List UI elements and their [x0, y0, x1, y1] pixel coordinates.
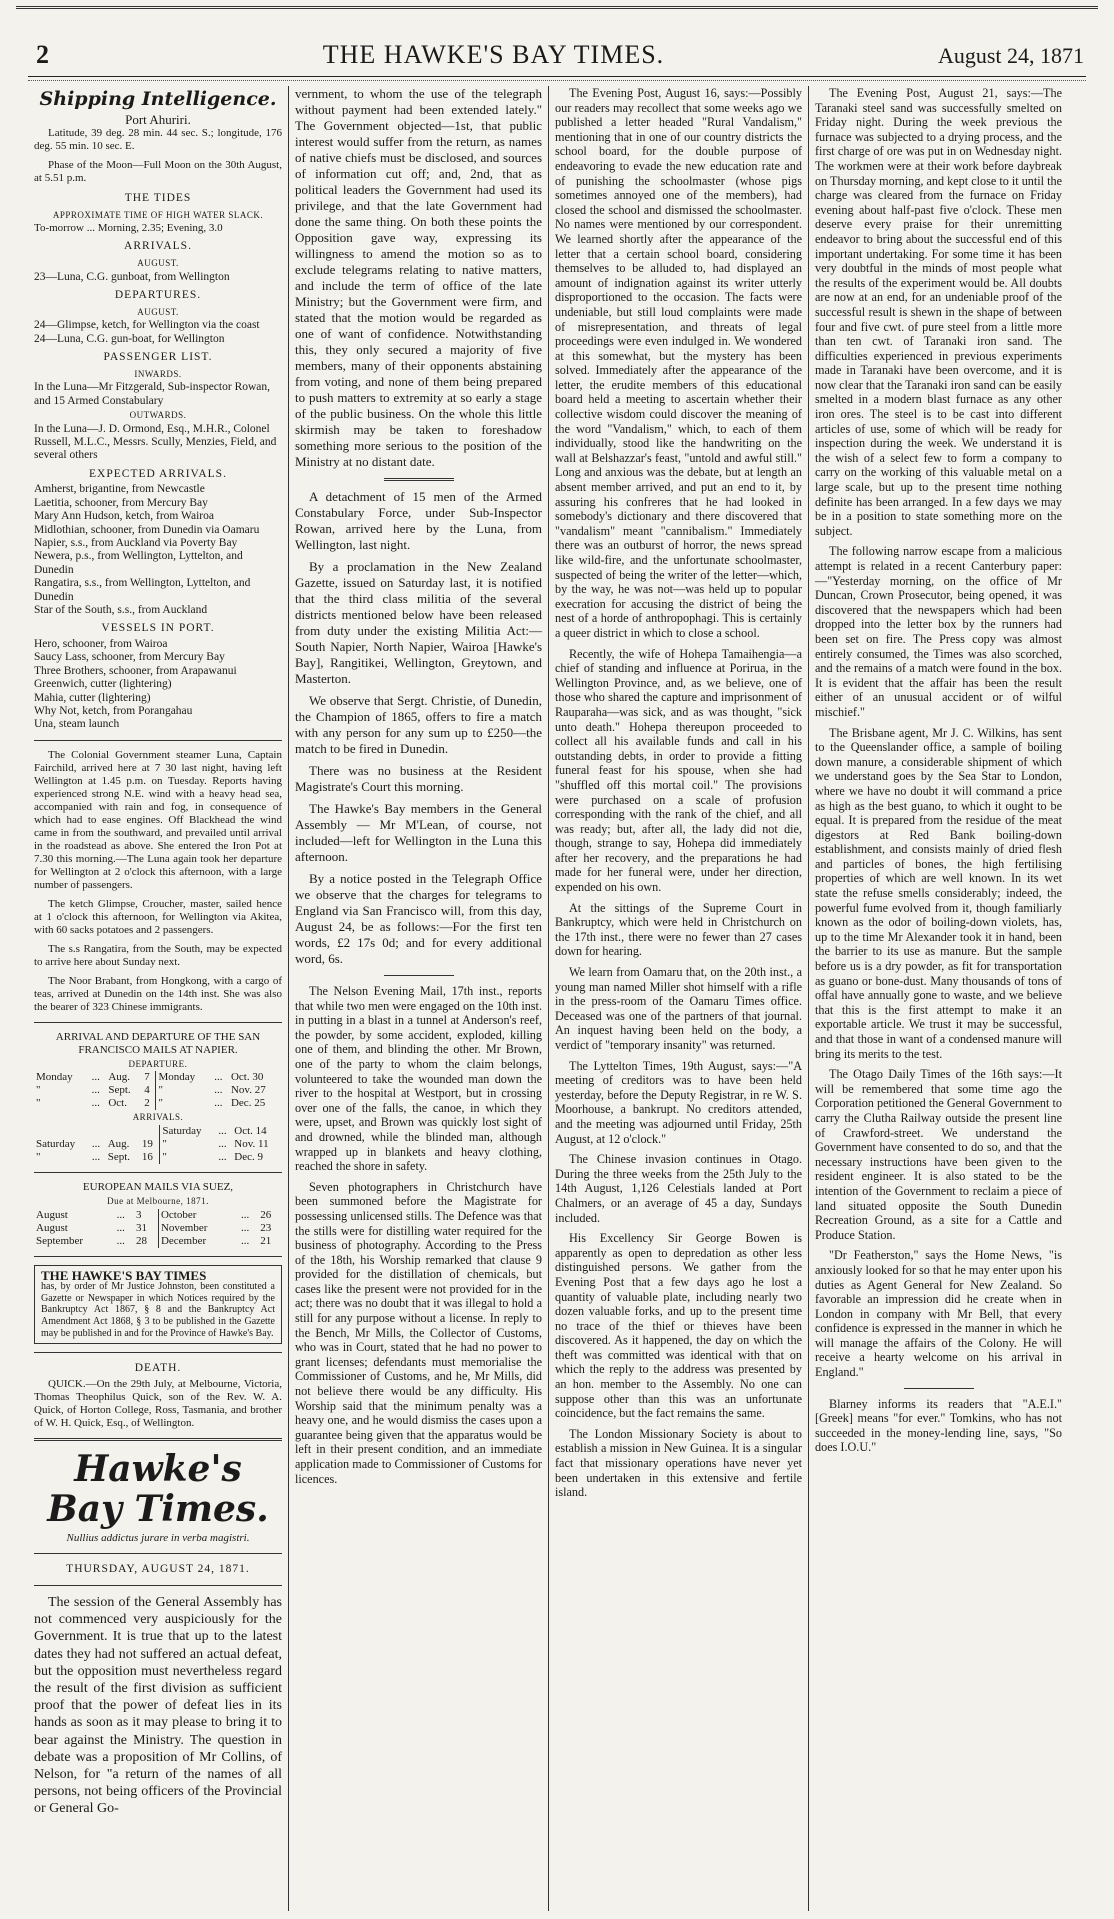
column-1	[28, 86, 288, 1911]
table-cell: November	[158, 1222, 238, 1235]
expected-arrivals-heading: EXPECTED ARRIVALS.	[89, 467, 227, 480]
table-cell: ...	[218, 1125, 227, 1138]
expected-arrival: Laetitia, schooner, from Mercury Bay	[34, 496, 208, 509]
table-cell: Sept.	[108, 1084, 131, 1097]
suez-mails-table	[34, 1209, 282, 1248]
table-cell: ...	[240, 1221, 250, 1234]
news-paragraph: The following narrow escape from a malicious attempt is related in a recent Canterbury paper:—"Yesterday morning, on the office of Mr Duncan, Crown Prosecutor, being opened, it was discovered that the newspapers which had been dropped into the letter box by the runners had been set on fire. The Press copy was almost entirely consumed, the Times was also scorched, and the remains of a match were found in the box. It is evident that the affair has been the result either of an unusual accident or of wilful mischief."	[815, 544, 1062, 719]
editorial-continued: vernment, to whom the use of the telegraph without payment had been extended lately." The Government objected—1st, that public interest would suffer from the return, as names of native chiefs must be disclosed, and sources of information cut off; and, 2nd, that as political leaders the Government had used its privilege, and that the late Government had done the same thing. On both these points the Opposition gave way, expressing its willingness to amend the motion so as to exclude telegrams relating to native matters, and include the term of office of the late Ministry; but the Government were firm, and stated that the motion would be regarded as one of want of confidence. Notwithstanding this, they only secured a majority of five members, many of their opponents abstaining from voting, and none of them being prepared to push matters to extremity at so early a stage of the public business. On the whole this little skirmish may be taken to foreshadow something more serious to the position of the Ministry at no distant date.	[295, 86, 542, 469]
table-cell: December	[158, 1235, 238, 1248]
expected-arrival: Midlothian, schooner, from Dunedin via Oamaru	[34, 523, 260, 536]
table-cell: "	[156, 1084, 212, 1097]
death-heading: DEATH.	[134, 1362, 182, 1375]
news-paragraph: "Dr Featherston," says the Home News, "is anxiously looked for so that he may enter upon his duties as Agent General for New Zealand. So favorable an impression did he create when in London in company with Mr Bell, that every confidence is expressed in the manner in which he will manage the affairs of the Colony. He will receive a hearty welcome on his arrival in England."	[815, 1248, 1062, 1380]
news-paragraph: We observe that Sergt. Christie, of Dunedin, the Champion of 1865, offers to fire a match with any person for any sum up to £250—the match to be fired in Dunedin.	[295, 693, 542, 756]
news-paragraph: A detachment of 15 men of the Armed Constabulary Force, under Sub-Inspector Rowan, arrived here by the Luna, from Wellington, last night.	[295, 489, 542, 552]
expected-arrival: Mary Ann Hudson, ketch, from Wairoa	[34, 510, 214, 523]
vessel-entry: Hero, schooner, from Wairoa	[34, 638, 168, 651]
divider	[34, 1022, 282, 1023]
masthead	[36, 40, 1084, 70]
paper-motto: Nullius addictus jurare in verba magistri.	[66, 1531, 250, 1544]
table-cell: 26	[260, 1208, 272, 1221]
arrivals-month: AUGUST.	[137, 257, 179, 268]
column-4	[808, 86, 1068, 1911]
inwards-heading: INWARDS.	[134, 368, 182, 379]
news-paragraph: By a proclamation in the New Zealand Gazette, issued on Saturday last, it is notified that the third class militia of the several districts mentioned below have been released from duty under the existing Militia Act:—South Napier, North Napier, Wairoa [Hawke's Bay], Rangitikei, Wellington, Greytown, and Masterton.	[295, 559, 542, 686]
table-cell: Sept.	[107, 1151, 131, 1164]
shipping-news-paragraph: The Noor Brabant, from Hongkong, with a cargo of teas, arrived at Dunedin on the 14th inst. She was also the bearer of 323 Chinese immigrants.	[34, 974, 282, 1013]
table-cell: ...	[214, 1097, 223, 1110]
expected-arrival: Rangatira, s.s., from Wellington, Lyttelton, and Dunedin	[34, 577, 251, 603]
news-paragraph: The Evening Post, August 16, says:—Possibly our readers may recollect that some weeks ago we published a letter headed "Rural Vandalism," mentioning that in one of our country districts the school board, for the double purpose of endeavoring to evade the new education rate and of punishing the schoolmaster (whose pigs sometimes annoyed one of the members), had closed the school and dismissed the schoolmaster. No names were mentioned by our correspondent. We learned shortly after the appearance of the letter that a certain school board, considering themselves to be alluded to, had displayed an amount of indignation against its writer utterly disproportioned to the occasion. The facts were undeniable, but still loud complaints were made of misrepresentation, and threats of legal proceedings were even indulged in. We wondered at this somewhat, but the mystery has been solved. Immediately after the appearance of the letter, the erudite members of this educational board held a meeting to ascertain whether their collective wisdom could discover the meaning of the word "Vandalism," which, to each of them individually, stood like the handwriting on the wall at Belshazzar's feast, "untold and awful still." Long and anxious was the debate, but at length an absent member arrived, and put an end to it, by assuring his confreres that he had looked in somebody's dictionary and there discovered that "vandalism" meant "cannibalism." Immediately there was an outburst of horror, the news spread like wild-fire, and the unfortunate schoolmaster, suspected of being the writer of the letter—which, by the way, he was not—was held up to popular execration for accusing the district of being the nest of a horde of anthropophagi. This is certainly a queer district in which to close a school.	[555, 86, 802, 640]
shipping-news-paragraph: The s.s Rangatira, from the South, may be expected to arrive here about Sunday next.	[34, 942, 282, 968]
table-cell: 2	[144, 1097, 150, 1110]
editorial-dateline: THURSDAY, AUGUST 24, 1871.	[66, 1563, 250, 1576]
page-number: 2	[36, 40, 49, 69]
outwards-heading: OUTWARDS.	[129, 409, 187, 420]
divider	[34, 1553, 282, 1554]
mails-arrivals-label: ARRIVALS.	[132, 1112, 184, 1123]
news-paragraph: The Nelson Evening Mail, 17th inst., reports that while two men were engaged on the 10th inst. in putting in a blast in a tunnel at Anderson's reef, the powder, by some accident, exploded, killing one of them, and blinding the other. Mr Brown, one of the party to whom the claim belongs, volunteered to take the wounded man down the river to the hospital at Westport, but in crossing over one of the falls, the canoe, in which they were, upset, and Brown was quickly lost sight of and drowned, while the blinded man, although wrapped up in blankets and heavy clothing, reached the shore in safety.	[295, 984, 542, 1174]
table-cell: ...	[240, 1234, 250, 1247]
table-cell: ...	[116, 1221, 125, 1234]
expected-arrival: Star of the South, s.s., from Auckland	[34, 604, 208, 617]
column-3	[548, 86, 808, 1911]
tides-heading: THE TIDES	[124, 192, 192, 205]
table-row	[34, 1222, 282, 1235]
departure-entry: 24—Luna, C.G. gun-boat, for Wellington	[34, 332, 225, 345]
table-cell: ...	[240, 1208, 250, 1221]
table-cell	[90, 1125, 106, 1138]
table-row	[34, 1235, 282, 1248]
table-cell: ...	[218, 1151, 227, 1164]
moon-phase: Phase of the Moon—Full Moon on the 30th August, at 5.51 p.m.	[34, 159, 282, 185]
news-paragraph: The Lyttelton Times, 19th August, says:—"A meeting of creditors was to have been held yesterday, before the Deputy Registrar, in re W. S. Moorhouse, a bankrupt. No creditors attended, and the meeting was adjourned until Friday, 25th August, at 12 o'clock."	[555, 1058, 802, 1146]
table-row	[34, 1209, 282, 1222]
table-cell: August	[36, 1208, 68, 1221]
port-name: Port Ahuriri.	[125, 111, 191, 127]
news-paragraph: The Otago Daily Times of the 16th says:—It will be remembered that some time ago the Corporation petitioned the General Government to carry the Clutha Railway outside the present line of Crawford-street. We understand the Government have consented to do so, and that the necessary instructions have been given to the resident engineer. It is also stated to be the intention of the Government to reclaim a piece of land situated opposite the South Dunedin Recreation Ground, as a site for a Cattle and Produce Station.	[815, 1067, 1062, 1242]
table-cell: Monday	[36, 1071, 73, 1084]
vessel-entry: Why Not, ketch, from Porangahau	[34, 705, 193, 718]
table-cell: Oct. 14	[234, 1125, 267, 1138]
shipping-news-paragraph: The ketch Glimpse, Croucher, master, sailed hence at 1 o'clock this afternoon, for Wellington via Akitea, with 60 sacks potatoes and 2 passengers.	[34, 897, 282, 936]
table-cell: Nov. 11	[234, 1138, 269, 1151]
table-cell: Aug.	[107, 1138, 130, 1151]
table-cell: "	[36, 1097, 41, 1110]
table-cell: "	[36, 1151, 41, 1164]
table-cell: Dec. 25	[230, 1097, 266, 1110]
news-paragraph: Seven photographers in Christchurch have been summoned before the Magistrate for possessing unlicensed stills. The Defence was that the stills were for distilling water required for the business of photography. According to the Press of the 18th, his Worship remarked that clause 9 provided for the distillation of chemicals, but cases like the present were not provided for in the act; there was no doubt that it was illegal to hold a still for any purpose without a license. In reply to the Bench, Mr Mills, the Collector of Customs, who was in Court, stated that he had no power to grant licenses; defendants must memorialise the Commissioner of Customs, and he, Mr Mills, did not believe there would be any difficulty. His Worship said that the minimum penalty was a heavy one, and he would dismiss the cases upon a guarantee being given that the apparatus would be left in their present condition, and an immediate application made to Commissioner of Customs for licences.	[295, 1179, 542, 1486]
table-row	[34, 1071, 282, 1084]
table-cell	[106, 1125, 140, 1138]
table-row	[34, 1097, 282, 1110]
port-latitude: Latitude, 39 deg. 28 min. 44 sec. S.; longitude, 176 deg. 55 min. 10 sec. E.	[34, 127, 282, 153]
tides-subheading: APPROXIMATE TIME OF HIGH WATER SLACK.	[52, 209, 264, 220]
table-cell: 7	[144, 1071, 150, 1084]
divider	[34, 1585, 282, 1586]
table-cell: 16	[141, 1151, 153, 1164]
departure-entry: 24—Glimpse, ketch, for Wellington via the coast	[34, 319, 260, 332]
masthead-rule	[28, 76, 1086, 77]
table-cell: ...	[91, 1097, 100, 1110]
divider	[384, 478, 454, 481]
expected-arrival: Newera, p.s., from Wellington, Lyttelton, and Dunedin	[34, 550, 243, 576]
shipping-news-paragraph: The Colonial Government steamer Luna, Captain Fairchild, arrived here at 7 30 last night, having left Wellington at 1.45 p.m. on Tuesday. Reports having experienced strong N.E. wind with a heavy head sea, accompanied with rain and fog, in consequence of which had to ease engines. Off Blackhead the wind came in from the southward, and prevailed until arrival in the roadstead as above. She entered the Iron Pot at 7.30 this morning.—The Luna again took her departure for Wellington at 2 o'clock this afternoon, with a large number of passengers.	[34, 748, 282, 891]
table-cell: "	[36, 1084, 41, 1097]
news-paragraph: The Brisbane agent, Mr J. C. Wilkins, has sent to the Queenslander office, a sample of boiling down manure, a considerable shipment of which we understand goes by the Sea Star to London, where we have no doubt it will command a price as high as the best guano, to which it ought to be equal. It is prepared from the residue of the meat digestors at Red Bank boiling-down establishment, and consists mainly of dried flesh and particles of bones, the high fertilising properties of which are well known. In its wet state the refuse smells considerably; indeed, the powerful fume evolved from it, though familiarly known as the odor of boiling-down violets, has, up to the time Mr Alexander took it in hand, been the barrier to its use as manure. But the sample before us is a dry powder, as fit for transportation as guano or bone-dust. Many thousands of tons of offal have annually gone to waste, and we believe that this is the first attempt to make it an exportable article. We trust it may be successful, and that those in want of a condensed manure will bring its merits to the test.	[815, 725, 1062, 1061]
table-row	[34, 1151, 282, 1164]
departures-month: AUGUST.	[137, 306, 179, 317]
news-paragraph: There was no business at the Resident Magistrate's Court this morning.	[295, 763, 542, 794]
divider	[34, 1172, 282, 1173]
san-francisco-mails-heading: ARRIVAL AND DEPARTURE OF THE SAN FRANCISCO MAILS AT NAPIER.	[55, 1030, 261, 1056]
table-cell: August	[36, 1221, 68, 1234]
table-cell: ...	[91, 1151, 101, 1164]
outwards-passengers: In the Luna—J. D. Ormond, Esq., M.H.R., Colonel Russell, M.L.C., Messrs. Scully, Menzies, Field, and several others	[34, 422, 277, 462]
mails-arrivals-table	[34, 1125, 282, 1164]
table-cell: Saturday	[36, 1138, 76, 1151]
table-cell: September	[36, 1234, 84, 1247]
table-cell: ...	[91, 1084, 100, 1097]
table-cell: 19	[141, 1138, 153, 1151]
table-cell: Dec. 9	[234, 1151, 264, 1164]
newspaper-title: THE HAWKE'S BAY TIMES.	[322, 40, 665, 69]
masthead-rule-dotted	[28, 80, 1086, 81]
table-cell: "	[160, 1138, 217, 1151]
table-cell: Saturday	[160, 1125, 217, 1138]
gazette-notice-text: has, by order of Mr Justice Johnston, been constituted a Gazette or Newspaper in which Notices required by the Bankruptcy Act 1867, § 8 and the Bankruptcy Act Amendment Act 1868, § 3 to be published in the Gazette may be published in and for the Province of Hawke's Bay.	[41, 1281, 275, 1339]
table-cell: 31	[135, 1221, 147, 1234]
table-cell	[140, 1125, 160, 1138]
table-cell	[34, 1125, 90, 1138]
table-cell: ...	[218, 1138, 227, 1151]
divider	[34, 1352, 282, 1353]
vessels-in-port-heading: VESSELS IN PORT.	[101, 622, 215, 635]
table-cell: 23	[260, 1221, 272, 1234]
arrivals-heading: ARRIVALS.	[124, 240, 192, 253]
news-paragraph: Recently, the wife of Hohepa Tamaihengia—a chief of standing and influence at Porirua, in the Wellington Province, and, as we believe, one of those who shared the capture and imprisonment of Rauparaha—was sick, and as was thought, "sick unto death." Hohepa thereupon proceeded to collect all his available funds and call in his outstanding debts, in order to provide a fitting funeral feast for his spouse, when she had "shuffled off this mortal coil." The provisions were purchased on a scale of profusion corresponding with the rank of the chief, and all was ready; but, after all, the lady did not die, though, strange to say, Hohepa did immediately after her recovery, and the preparations he had made for her funeral were, under her direction, expended on his own.	[555, 646, 802, 895]
tides-times: To-morrow ... Morning, 2.35; Evening, 3.0	[34, 222, 223, 235]
vessel-entry: Saucy Lass, schooner, from Mercury Bay	[34, 651, 225, 664]
death-notice: QUICK.—On the 29th July, at Melbourne, Victoria, Thomas Theophilus Quick, son of the Rev. W. A. Quick, of Horton College, Ross, Tasmania, and brother of W. H. Quick, Esq., of Wellington.	[34, 1377, 282, 1429]
table-cell: Oct.	[108, 1097, 127, 1110]
table-cell: Monday	[156, 1071, 212, 1084]
issue-date: August 24, 1871	[937, 43, 1084, 68]
table-cell: 4	[144, 1084, 150, 1097]
news-paragraph: His Excellency Sir George Bowen is apparently as open to depredation as other less distinguished persons. We gather from the Evening Post that a few days ago he lost a quantity of valuable plate, including nearly two dozen valuable forks, and up to the present time no trace of the thief or thieves have been discovered. As it happened, the day on which the theft was committed was identical with that on which the reply to the address was presented by an hon. member to the Assembly. No one can suppose other than this was an unfortunate coincidence, but the fact remains the same.	[555, 1231, 802, 1421]
vessel-entry: Greenwich, cutter (lightering)	[34, 678, 172, 691]
table-cell: Nov. 27	[230, 1084, 266, 1097]
table-row	[34, 1125, 282, 1138]
suez-mails-heading: EUROPEAN MAILS VIA SUEZ,	[82, 1181, 234, 1194]
table-cell: 28	[135, 1234, 147, 1247]
divider	[384, 975, 454, 976]
news-paragraph: Blarney informs its readers that "A.E.I." [Greek] means "for ever." Tomkins, who has not succeeded in the money-lending line, says, "So does I.O.U."	[815, 1396, 1062, 1455]
table-cell: Oct. 30	[230, 1071, 264, 1084]
paper-nameplate: Hawke's Bay Times.	[47, 1447, 269, 1530]
table-cell: Aug.	[108, 1071, 131, 1084]
news-paragraph: The Hawke's Bay members in the General Assembly — Mr M'Lean, of course, not included—left for Wellington in the Luna this afternoon.	[295, 801, 542, 864]
table-cell: "	[160, 1151, 217, 1164]
news-paragraph: By a notice posted in the Telegraph Office we observe that the charges for telegrams to England via San Francisco will, from this day, August 24, be as follows:—For the first ten words, £2 17s 0d; and for every additional word, 6s.	[295, 871, 542, 966]
columns	[28, 86, 1090, 1911]
news-paragraph: We learn from Oamaru that, on the 20th inst., a young man named Miller shot himself with a rifle in the press-room of the Oamaru Times office. Deceased was one of the partners of that journal. An inquest having been held on the body, a verdict of "temporary insanity" was returned.	[555, 965, 802, 1052]
divider	[34, 1438, 282, 1441]
table-cell: ...	[91, 1071, 100, 1084]
news-paragraph: At the sittings of the Supreme Court in Bankruptcy, which were held in Christchurch on the 17th inst., there were no fewer than 27 cases down for hearing.	[555, 900, 802, 959]
news-paragraph: The Chinese invasion continues in Otago. During the three weeks from the 25th July to the 14th August, 1,126 Celestials landed at Port Chalmers, or an average of 45 a day, Sundays included.	[555, 1152, 802, 1225]
vessel-entry: Three Brothers, schooner, from Arapawanui	[34, 664, 237, 677]
vessel-entry: Mahia, cutter (lightering)	[34, 691, 151, 704]
divider	[904, 1388, 974, 1389]
table-cell: October	[158, 1209, 238, 1222]
gazette-notice	[34, 1265, 282, 1345]
mails-departure-table	[34, 1071, 282, 1110]
divider	[34, 740, 282, 741]
column-2	[288, 86, 548, 1911]
passenger-list-heading: PASSENGER LIST.	[103, 350, 213, 363]
table-cell: ...	[214, 1084, 223, 1097]
table-cell: ...	[91, 1138, 101, 1151]
table-cell: ...	[116, 1208, 125, 1221]
expected-arrival: Napier, s.s., from Auckland via Poverty Bay	[34, 537, 238, 549]
table-row	[34, 1084, 282, 1097]
news-paragraph: The Evening Post, August 21, says:—The Taranaki steel sand was successfully smelted on Friday night. During the week previous the furnace was subjected to a drying process, and the first charge of ore was put in on Wednesday night. The workmen were at their work before daybreak on Thursday morning, and kept close to it until the charge was cleared from the furnace on Friday evening about half-past five o'clock. These men deserve every praise for their unremitting endeavor to bring about the successful end of this important undertaking. For some time it has been very doubtful in the minds of most people what the results of the experiment would be. All doubts are now at an end, for an undeniable proof of the successful result is shewn in the shape of between four and five cwt. of pure steel from a little more than ten cwt. of Taranaki iron sand. The difficulties experienced in previous experiments made in Taranaki have been overcome, and it is now clear that the Taranaki iron sand can be easily smelted in a modern blast furnace as any other iron ores. The steel is to be cast into different articles of use, some of which will be ready for inspection during the week. We understand it is the wish of a select few to form a company to carry on the working of this valuable metal on a large scale, but up to the present time nothing definite has been arranged. In a few days we may be in a position to state something more on the subject.	[815, 86, 1062, 538]
inwards-passengers: In the Luna—Mr Fitzgerald, Sub-inspector Rowan, and 15 Armed Constabulary	[34, 381, 271, 407]
table-cell: 3	[135, 1208, 142, 1221]
departures-heading: DEPARTURES.	[114, 288, 202, 301]
divider	[34, 1256, 282, 1257]
news-paragraph: The London Missionary Society is about to establish a mission in New Guinea. It is a singular fact that missionary operations have never yet been undertaken in this extensive and fertile island.	[555, 1426, 802, 1500]
vessel-entry: Una, steam launch	[34, 718, 120, 731]
expected-arrival: Amherst, brigantine, from Newcastle	[34, 483, 205, 496]
arrival-entry: 23—Luna, C.G. gunboat, from Wellington	[34, 270, 230, 283]
editorial-lead: The session of the General Assembly has not commenced very auspiciously for the Government. It is true that up to the latest dates they had not suffered an actual defeat, but the opposition must nevertheless regard the result of the first division as sufficient proof that the power of defeat lies in its hands as soon as it may please to bring it to bear against the Ministry. The question in debate was a proposition of Mr Collins, of Nelson, for "a return of the names of all persons, not being officers of the Provincial or General Go-	[34, 1595, 282, 1817]
table-cell: "	[156, 1097, 212, 1110]
shipping-intelligence-heading: Shipping Intelligence.	[39, 88, 277, 110]
gazette-notice-title: THE HAWKE'S BAY TIMES	[41, 1267, 207, 1283]
table-row	[34, 1138, 282, 1151]
table-cell: ...	[214, 1071, 223, 1084]
table-cell: 21	[260, 1234, 272, 1247]
table-cell: ...	[116, 1234, 125, 1247]
top-border	[16, 6, 1098, 9]
suez-mails-subheading: Due at Melbourne, 1871.	[107, 1196, 209, 1207]
mails-departure-label: DEPARTURE.	[128, 1058, 188, 1069]
